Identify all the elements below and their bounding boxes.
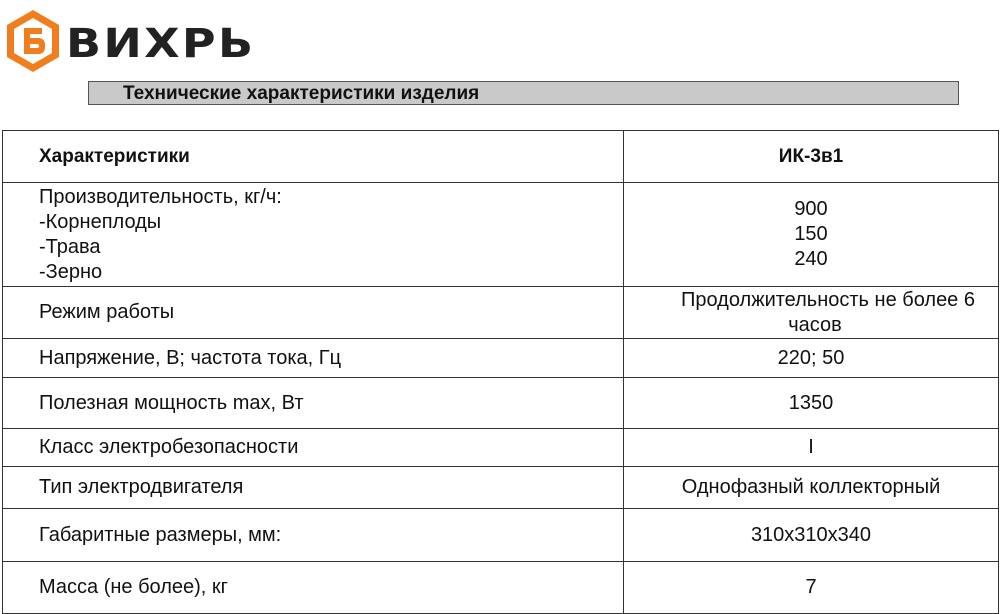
row-value: I — [624, 429, 999, 467]
row-label: Полезная мощность max, Вт — [3, 378, 624, 429]
table-header-row — [3, 131, 999, 183]
table-row — [3, 467, 999, 509]
section-title: Технические характеристики изделия — [123, 83, 480, 104]
row-value: 310x310x340 — [624, 509, 999, 562]
row-label: Масса (не более), кг — [3, 562, 624, 614]
row-value: Продолжительность не более 6 часов — [624, 287, 999, 339]
table-row — [3, 562, 999, 614]
row-value: 1350 — [624, 378, 999, 429]
vikhr-hexagon-logo-icon — [4, 8, 62, 74]
table-row — [3, 339, 999, 378]
header-model: ИК-3в1 — [624, 131, 999, 183]
header-characteristics: Характеристики — [3, 131, 624, 183]
brand-name: ВИХРЬ — [66, 21, 256, 67]
row-value: 220; 50 — [624, 339, 999, 378]
brand-logo — [4, 6, 62, 76]
row-label: Тип электродвигателя — [3, 467, 624, 509]
table-row — [3, 509, 999, 562]
table-row — [3, 287, 999, 339]
row-label: Производительность, кг/ч: -Корнеплоды -Трава -Зерно — [3, 183, 624, 287]
row-label: Напряжение, В; частота тока, Гц — [3, 339, 624, 378]
row-label: Режим работы — [3, 287, 624, 339]
row-label: Класс электробезопасности — [3, 429, 624, 467]
table-row — [3, 429, 999, 467]
row-value: Однофазный коллекторный — [624, 467, 999, 509]
row-value: 7 — [624, 562, 999, 614]
row-label: Габаритные размеры, мм: — [3, 509, 624, 562]
specifications-table — [2, 130, 999, 614]
row-value: 900 150 240 — [624, 183, 999, 287]
table-row — [3, 378, 999, 429]
section-title-bar — [88, 81, 959, 105]
table-row — [3, 183, 999, 287]
